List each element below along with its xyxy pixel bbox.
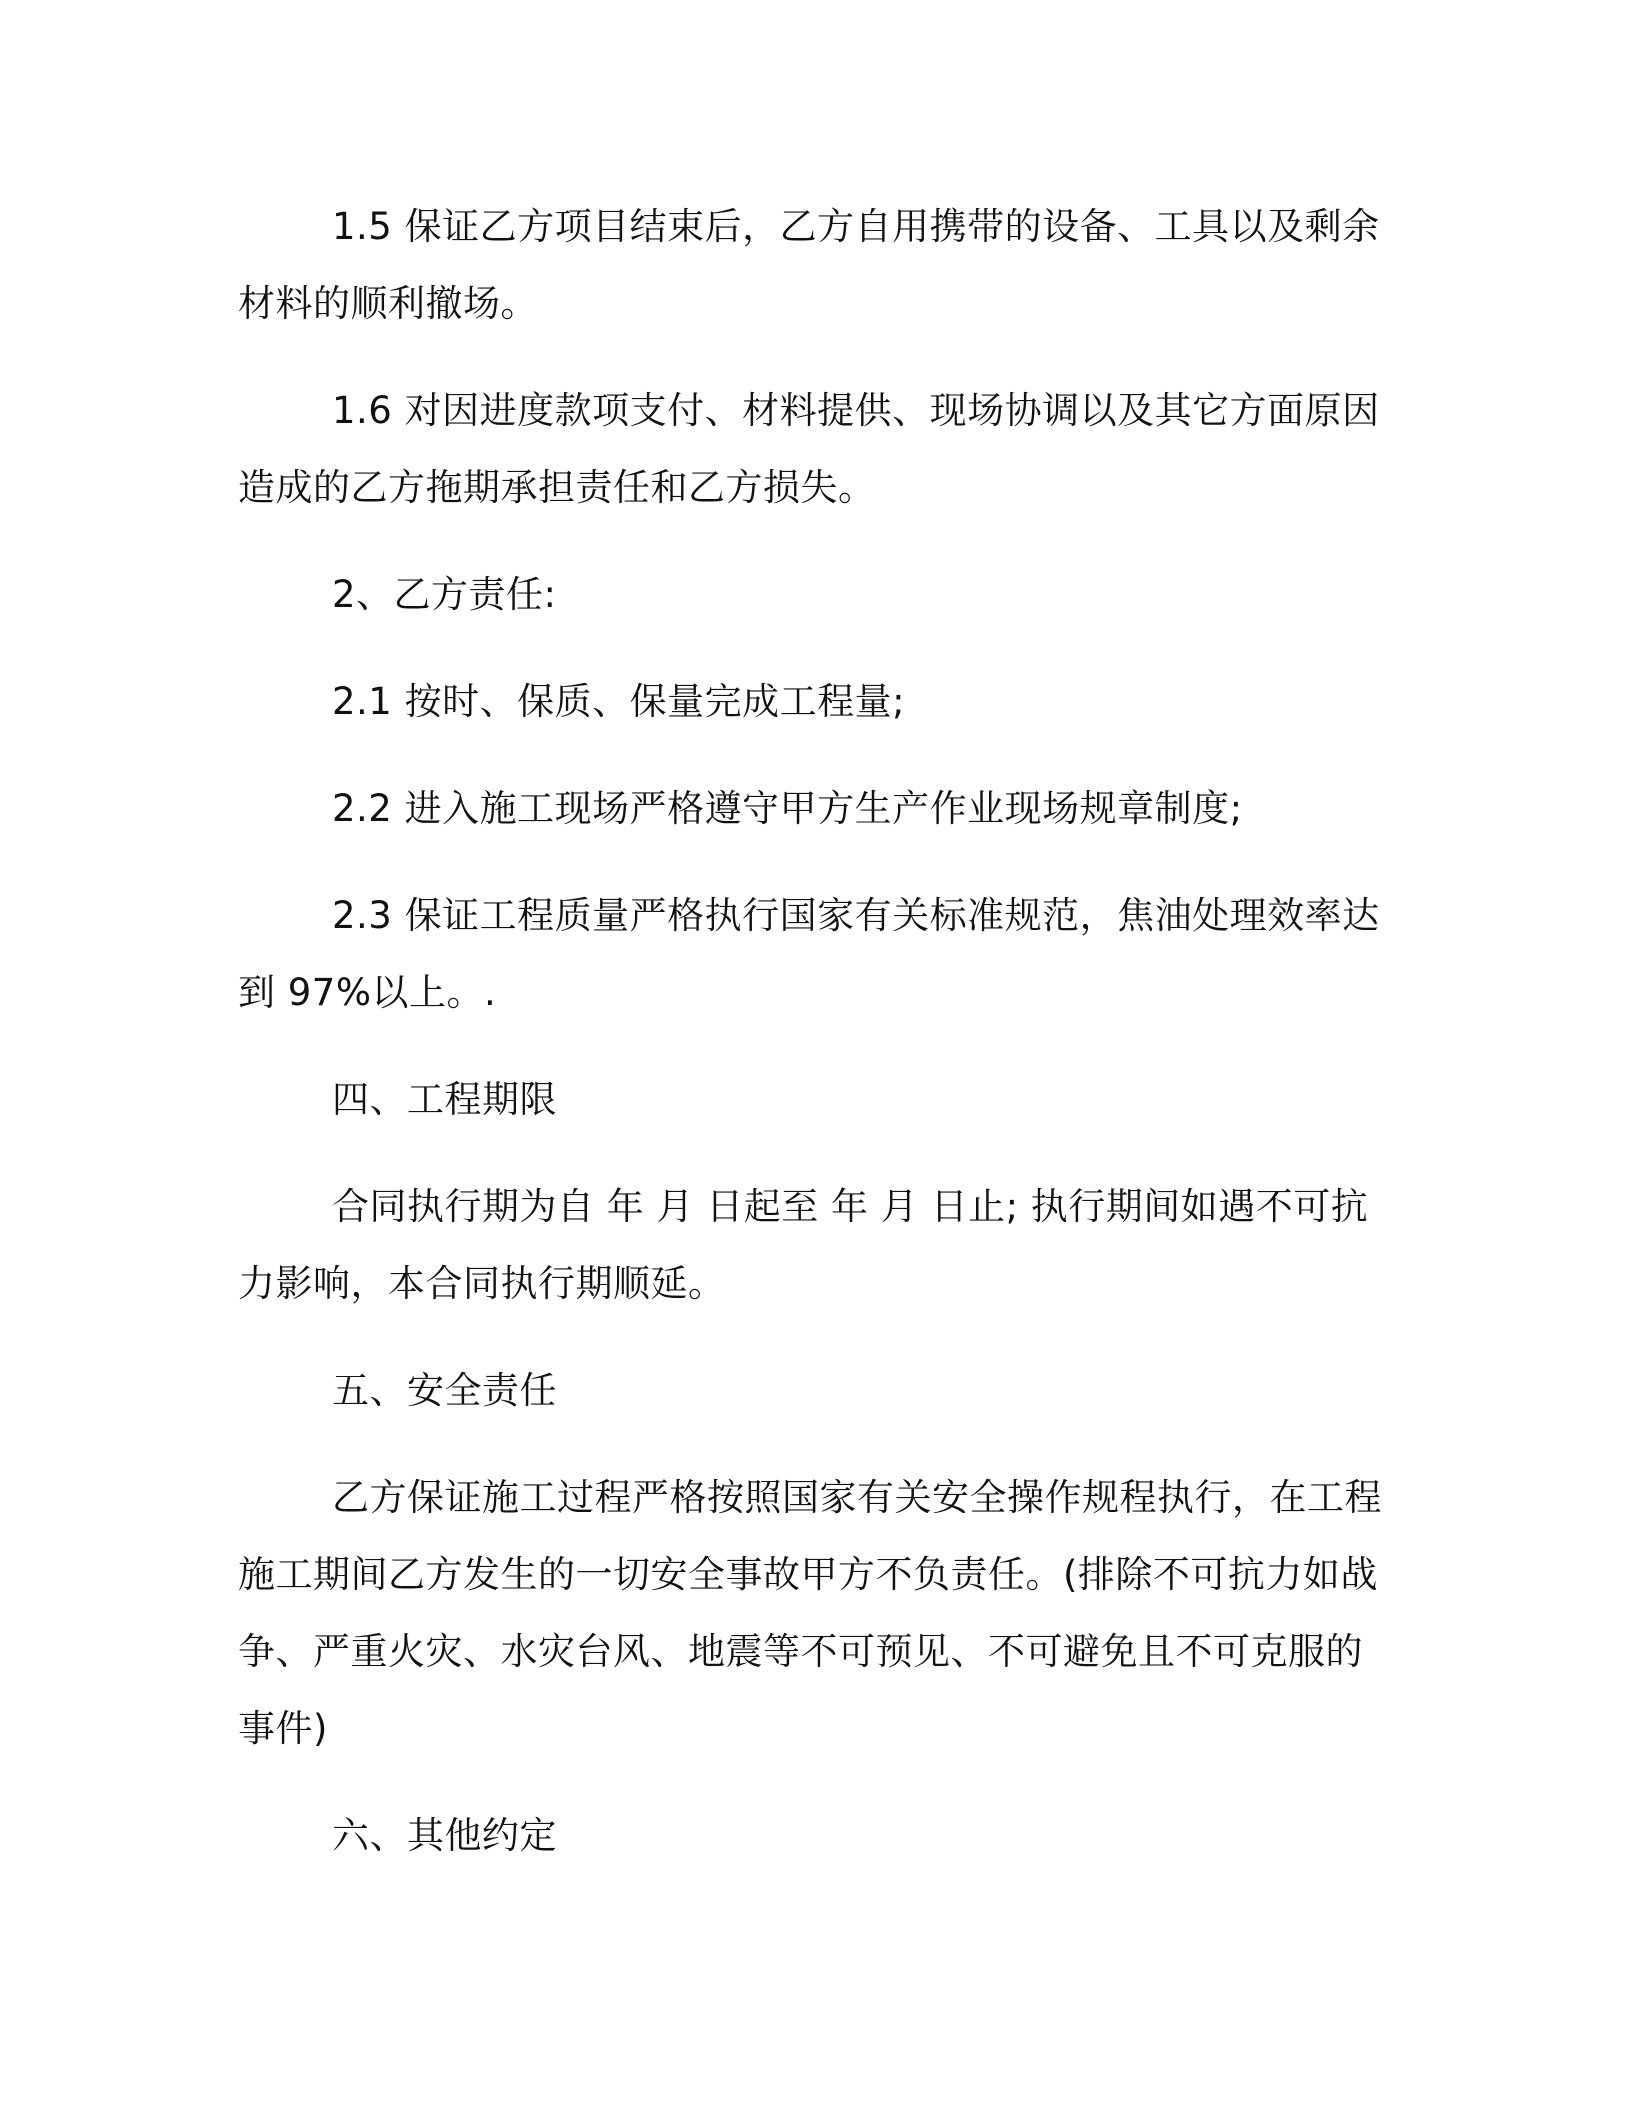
clause-1-6: 1.6 对因进度款项支付、材料提供、现场协调以及其它方面原因造成的乙方拖期承担责任和乙方损失。 [238, 389, 1380, 509]
clause-1-5: 1.5 保证乙方项目结束后，乙方自用携带的设备、工具以及剩余材料的顺利撤场。 [238, 205, 1380, 325]
clause-2-2: 2.2 进入施工现场严格遵守甲方生产作业现场规章制度; [332, 787, 1243, 830]
clause-2-1: 2.1 按时、保质、保量完成工程量; [332, 680, 906, 723]
clause-2-3: 2.3 保证工程质量严格执行国家有关标准规范，焦油处理效率达到 97%以上。. [238, 894, 1380, 1014]
heading-project-period: 四、工程期限 [332, 1078, 557, 1121]
safety-responsibility-text: 乙方保证施工过程严格按照国家有关安全操作规程执行，在工程施工期间乙方发生的一切安全事故甲方不负责任。(排除不可抗力如战争、严重火灾、水灾台风、地震等不可预见、不可避免且不可克服的事件) [238, 1476, 1382, 1750]
heading-safety-responsibility: 五、安全责任 [332, 1369, 557, 1412]
document-body [238, 188, 1388, 1904]
section-party-b-responsibility: 2、乙方责任: [332, 573, 557, 616]
project-period-text: 合同执行期为自 年 月 日起至 年 月 日止; 执行期间如遇不可抗力影响，本合同执行期顺延。 [238, 1185, 1369, 1305]
heading-other-agreements: 六、其他约定 [332, 1814, 557, 1857]
